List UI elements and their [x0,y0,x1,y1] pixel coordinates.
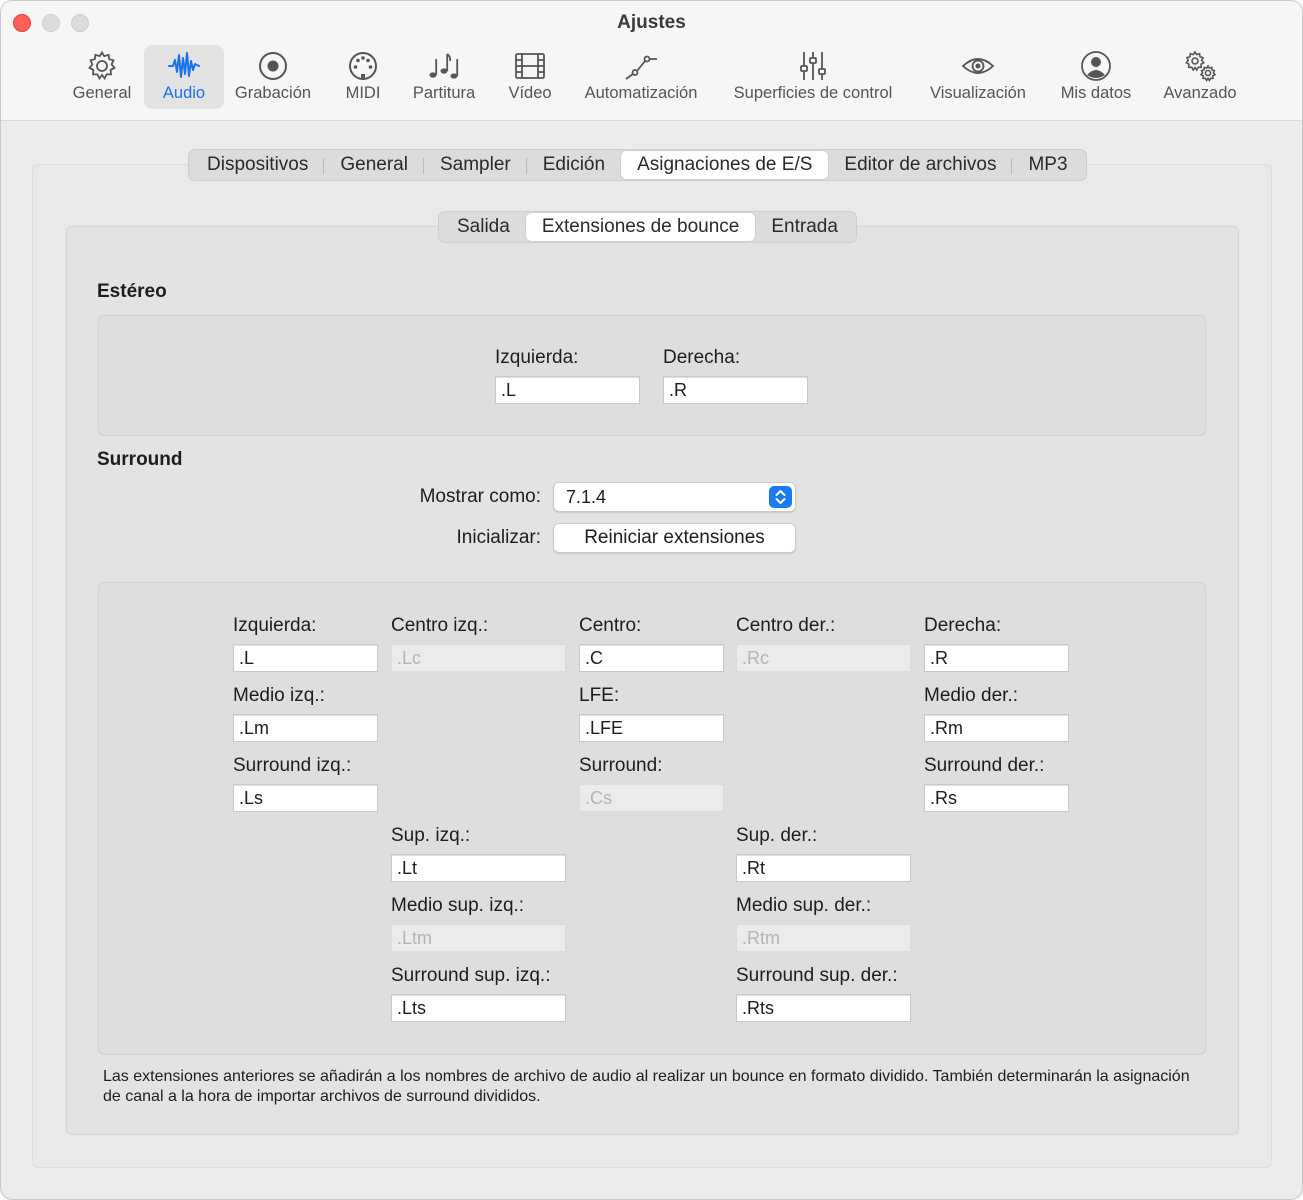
surround-center-left-label: Centro izq.: [391,615,489,636]
stereo-section-title: Estéreo [97,281,167,302]
surround-top-right-field[interactable] [736,854,911,882]
surround-mid-right-field[interactable] [924,714,1069,742]
surround-ls-field[interactable] [233,784,378,812]
surround-top-mid-left-label: Medio sup. izq.: [391,895,525,916]
tab-mp3[interactable]: MP3 [1028,154,1068,175]
surround-cs-field [579,784,724,812]
subtab-output[interactable]: Salida [457,216,510,237]
footnote-text: Las extensiones anteriores se añadirán a los nombres de archivo de audio al realizar un bounce en formato dividido. También determinarán la asignación de canal a la hora de importar archivos de surround divididos. [103,1068,1190,1105]
show-as-value: 7.1.4 [566,487,607,507]
surround-top-surr-right-field[interactable] [736,994,911,1022]
surround-top-mid-right-field [736,924,911,952]
gear-icon [85,49,119,83]
tab-editing[interactable]: Edición [542,154,606,175]
film-strip-icon [513,49,547,83]
toolbar-item-display[interactable]: Visualización [921,45,1035,109]
toolbar-item-my-info[interactable]: Mis datos [1051,45,1141,109]
tab-general[interactable]: General [324,151,424,179]
surround-center-left-field [391,644,566,672]
surround-cs-label: Surround: [579,755,663,776]
up-down-chevron-icon [769,486,792,508]
toolbar-item-midi[interactable]: MIDI [333,45,393,109]
show-as-label: Mostrar como: [419,486,541,507]
surround-right-label: Derecha: [924,615,1002,636]
window-title: Ajustes [617,12,686,33]
main-tab-bar [188,149,1087,181]
title-bar [1,1,1302,121]
toolbar-item-score[interactable]: Partitura [405,45,483,109]
tab-file-editor[interactable]: Editor de archivos [828,151,1012,179]
person-circle-icon [1079,49,1113,83]
stereo-right-field[interactable] [663,376,808,404]
toolbar-item-general[interactable]: General [64,45,140,109]
surround-top-mid-right-label: Medio sup. der.: [736,895,872,916]
tab-sampler[interactable]: Sampler [424,151,527,179]
tab-devices[interactable]: Dispositivos [191,151,324,179]
waveform-icon [167,49,201,83]
surround-center-field[interactable] [579,644,724,672]
tab-io-assignments[interactable]: Asignaciones de E/S [621,151,828,179]
subtab-bounce-extensions[interactable]: Extensiones de bounce [526,213,756,241]
surround-center-label: Centro: [579,615,642,636]
surround-left-label: Izquierda: [233,615,317,636]
midi-connector-icon [346,49,380,83]
toolbar-item-automation[interactable]: Automatización [576,45,706,109]
music-notes-icon [427,49,461,83]
double-gear-icon [1183,49,1217,83]
initialize-label: Inicializar: [456,527,541,548]
surround-lfe-label: LFE: [579,685,620,706]
toolbar-item-recording[interactable]: Grabación [227,45,319,109]
stereo-left-label: Izquierda: [495,347,579,368]
surround-ls-label: Surround izq.: [233,755,352,776]
show-as-popup[interactable] [553,482,796,512]
surround-top-left-label: Sup. izq.: [391,825,471,846]
surround-rs-field[interactable] [924,784,1069,812]
automation-curve-icon [624,49,658,83]
surround-left-field[interactable] [233,644,378,672]
surround-center-right-field [736,644,911,672]
surround-top-right-label: Sup. der.: [736,825,818,846]
subtab-input[interactable]: Entrada [771,216,838,237]
sub-tab-bar [438,211,857,243]
toolbar-item-video[interactable]: Vídeo [498,45,562,109]
stereo-right-label: Derecha: [663,347,741,368]
surround-top-surr-left-label: Surround sup. izq.: [391,965,551,986]
record-icon [256,49,290,83]
toolbar-item-audio[interactable]: Audio [144,45,224,109]
toolbar-item-advanced[interactable]: Avanzado [1157,45,1243,109]
surround-rs-label: Surround der.: [924,755,1045,776]
toolbar-item-control-surfaces[interactable]: Superficies de control [725,45,901,109]
surround-mid-left-label: Medio izq.: [233,685,325,706]
surround-mid-right-label: Medio der.: [924,685,1018,706]
surround-top-surr-left-field[interactable] [391,994,566,1022]
surround-center-right-label: Centro der.: [736,615,836,636]
surround-mid-left-field[interactable] [233,714,378,742]
sliders-icon [796,49,830,83]
stereo-left-field[interactable] [495,376,640,404]
surround-section-title: Surround [97,449,183,470]
surround-lfe-field[interactable] [579,714,724,742]
stereo-group-box [98,315,1206,436]
surround-top-left-field[interactable] [391,854,566,882]
surround-top-mid-left-field [391,924,566,952]
reset-extensions-button[interactable]: Reiniciar extensiones [553,523,796,553]
eye-icon [961,49,995,83]
surround-right-field[interactable] [924,644,1069,672]
surround-top-surr-right-label: Surround sup. der.: [736,965,898,986]
